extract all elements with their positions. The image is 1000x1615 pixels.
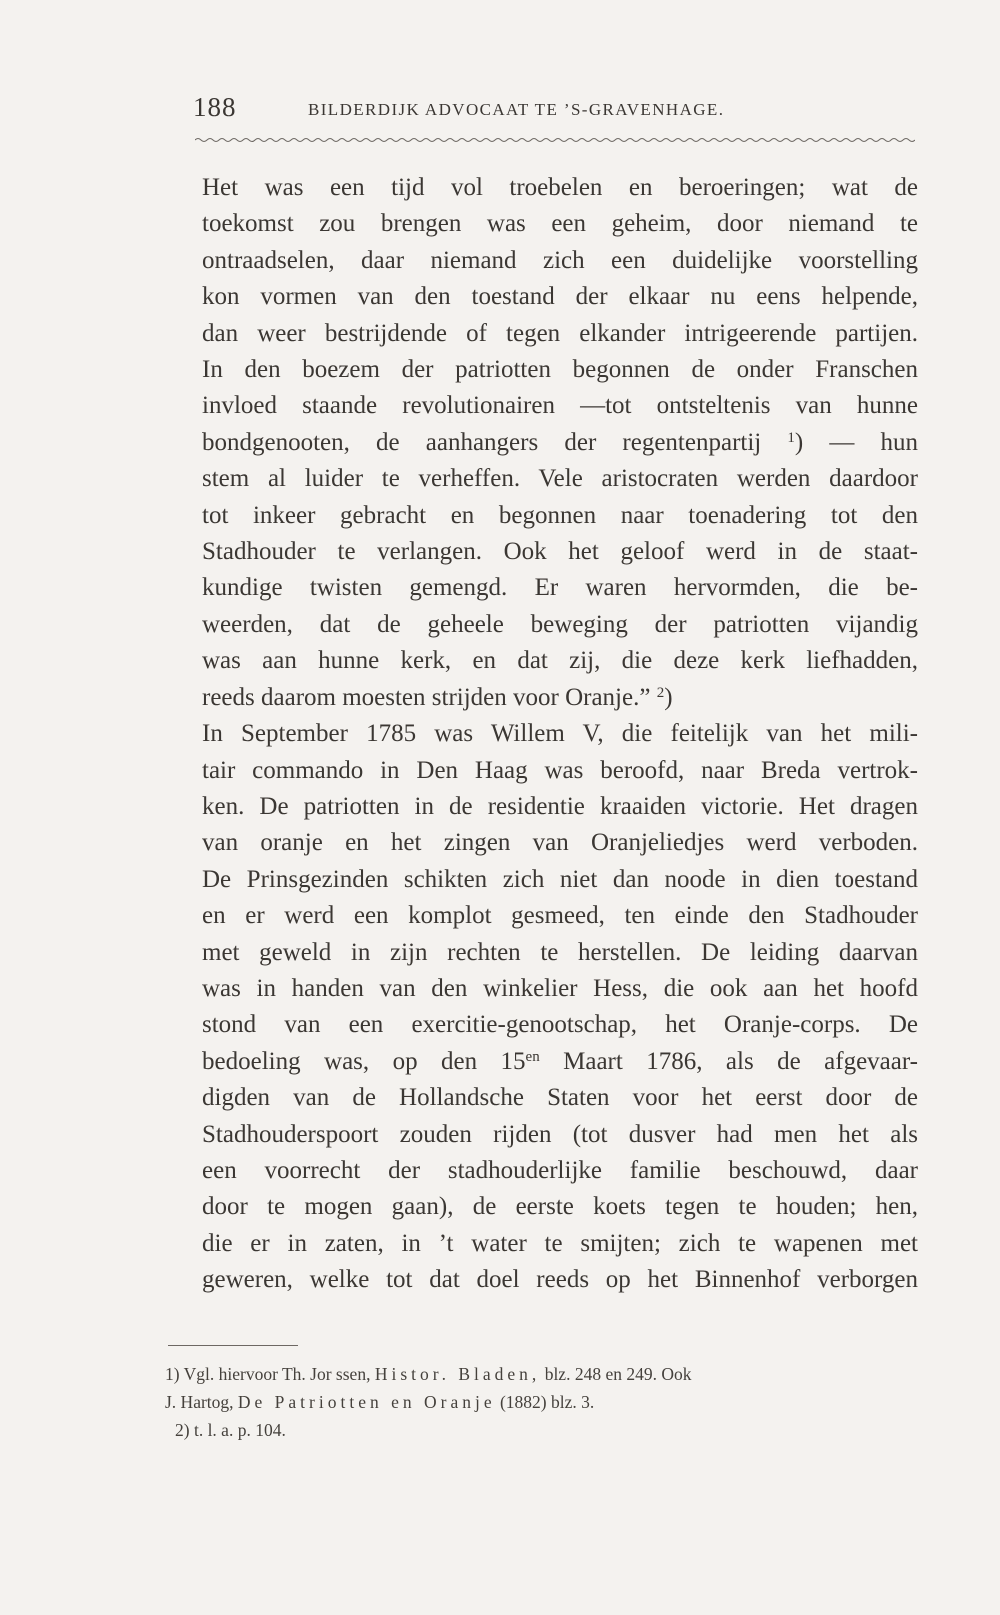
text-line xyxy=(178,1044,918,1080)
footnote-text: 1) Vgl. hiervoor Th. Jor ssen, xyxy=(165,1364,371,1384)
text-line: Het was een tijd vol troebelen en beroeringen; wat de xyxy=(202,174,918,201)
text-line: en er werd een komplot gesmeed, ten einde den Stadhouder xyxy=(202,902,918,930)
text-line-part: Maart 1786, als de afgevaar- xyxy=(539,1047,919,1075)
text-line: tair commando in Den Haag was beroofd, naar Breda vertrok- xyxy=(202,756,918,784)
paragraph-1 xyxy=(178,170,918,716)
text-line: geweren, welke tot dat doel reeds op het Binnenhof verborgen xyxy=(202,1266,918,1294)
footnote-2: 2) t. l. a. p. 104. xyxy=(175,1420,286,1440)
text-line: met geweld in zijn rechten te herstellen. De leiding daarvan xyxy=(202,938,918,966)
text-line: Stadhouderspoort zouden rijden (tot dusver had men het als xyxy=(202,1120,918,1148)
text-line: weerden, dat de geheele beweging der patriotten vijandig xyxy=(202,610,918,638)
header-wavy-rule xyxy=(195,137,915,143)
text-line: De Prinsgezinden schikten zich niet dan noode in dien toestand xyxy=(202,865,918,893)
text-line: kon vormen van den toestand der elkaar nu eens helpende, xyxy=(202,283,918,311)
footnote-1 xyxy=(165,1360,905,1388)
text-line xyxy=(178,680,918,716)
footnote-text: (1882) blz. 3. xyxy=(499,1392,595,1412)
text-line xyxy=(178,425,918,461)
text-line: invloed staande revolutionairen —tot ontsteltenis van hunne xyxy=(202,392,918,420)
footnote-ref-2: 2 xyxy=(656,684,665,701)
body-text xyxy=(178,170,918,1299)
footnote-rule xyxy=(168,1345,298,1346)
text-line: een voorrecht der stadhouderlijke familie beschouwd, daar xyxy=(202,1156,918,1184)
text-line: was aan hunne kerk, en dat zij, die deze kerk liefhadden, xyxy=(202,647,918,675)
footnote-spaced-title: Histor. Bladen, xyxy=(374,1364,541,1384)
text-line: stem al luider te verheffen. Vele aristocraten werden daardoor xyxy=(202,465,918,493)
text-line-part: bondgenooten, de aanhangers der regentenpartij xyxy=(202,428,762,456)
text-line: van oranje en het zingen van Oranjeliedjes werd verboden. xyxy=(202,829,918,857)
text-line: was in handen van den winkelier Hess, die ook aan het hoofd xyxy=(202,974,918,1002)
text-line: In September 1785 was Willem V, die feitelijk van het mili- xyxy=(202,720,918,748)
text-line: digden van de Hollandsche Staten voor het eerst door de xyxy=(202,1084,918,1112)
superscript-en: en xyxy=(525,1048,540,1065)
text-line: die er in zaten, in ’t water te smijten; zich te wapenen met xyxy=(202,1229,918,1257)
text-line-part: bedoeling was, op den 15 xyxy=(202,1047,526,1075)
text-line: ontraadselen, daar niemand zich een duidelijke voorstelling xyxy=(202,246,918,274)
running-head: BILDERDIJK ADVOCAAT TE ’S-GRAVENHAGE. xyxy=(308,100,725,119)
paragraph-2 xyxy=(178,716,918,1299)
text-line-part: ) xyxy=(664,683,673,711)
footnote-text: J. Hartog, xyxy=(165,1392,234,1412)
text-line: kundige twisten gemengd. Er waren hervormden, die be- xyxy=(202,574,918,602)
footnote-text: blz. 248 en 249. Ook xyxy=(544,1364,692,1384)
text-line: stond van een exercitie-genootschap, het Oranje-corps. De xyxy=(202,1011,918,1039)
page-number: 188 xyxy=(193,92,237,122)
text-line: dan weer bestrijdende of tegen elkander intrigeerende partijen. xyxy=(202,319,918,347)
footnote-1-continued xyxy=(165,1388,905,1416)
text-line: door te mogen gaan), de eerste koets tegen te houden; hen, xyxy=(202,1193,918,1221)
page-header xyxy=(193,90,833,130)
text-line-part: reeds daarom moesten strijden voor Oranje.” xyxy=(202,683,651,711)
text-line: tot inkeer gebracht en begonnen naar toenadering tot den xyxy=(202,501,918,529)
footnotes xyxy=(165,1360,905,1444)
footnote-ref-1: 1 xyxy=(787,429,795,446)
text-line: In den boezem der patriotten begonnen de onder Franschen xyxy=(202,356,918,384)
text-line-part: ) — hun xyxy=(794,428,919,456)
text-line: ken. De patriotten in de residentie kraaiden victorie. Het dragen xyxy=(202,792,918,820)
text-line: toekomst zou brengen was een geheim, door niemand te xyxy=(202,210,918,238)
text-line: Stadhouder te verlangen. Ook het geloof werd in de staat- xyxy=(202,538,918,566)
footnote-spaced-title: De Patriotten en Oranje xyxy=(237,1392,496,1412)
